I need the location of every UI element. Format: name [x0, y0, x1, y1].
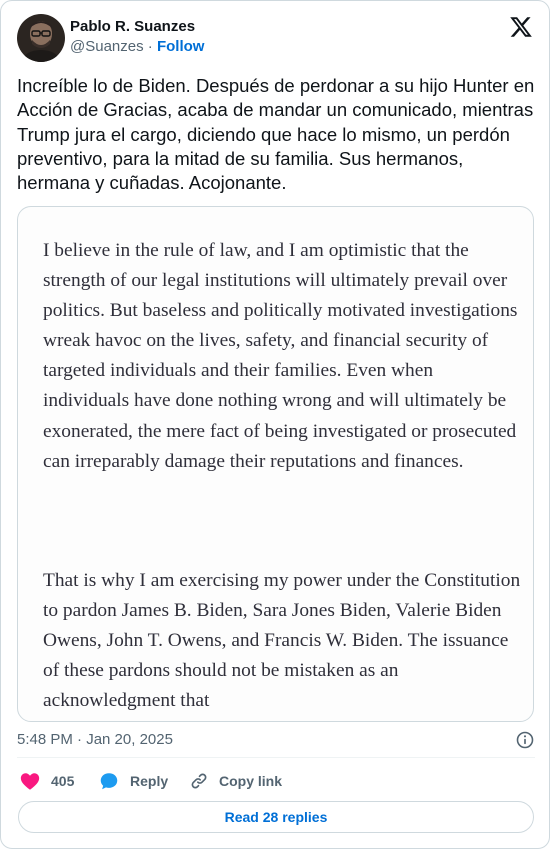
tweet-text: Increíble lo de Biden. Después de perdonar a su hijo Hunter en Acción de Gracias, acaba de mandar un comunicado, mientras Trump jura el cargo, diciendo que hace lo mismo, un perdón preventivo, para la mitad de su familia. Sus hermanos, hermana y cuñadas. Acojonante.	[17, 75, 535, 194]
reply-button[interactable]	[98, 769, 168, 793]
handle-separator: ·	[147, 38, 153, 55]
author-handle-row	[70, 37, 204, 57]
tweet-meta	[17, 730, 535, 750]
reply-label: Reply	[130, 773, 169, 789]
x-logo-icon[interactable]	[509, 15, 533, 39]
tweet-header	[17, 13, 535, 63]
speech-bubble-icon	[98, 770, 120, 792]
heart-icon	[19, 770, 41, 792]
author-display-name[interactable]: Pablo R. Suanzes	[70, 18, 196, 35]
tweet-media-image[interactable]	[17, 206, 534, 722]
copy-link-label: Copy link	[219, 773, 283, 789]
avatar[interactable]	[17, 14, 65, 62]
tweet-actions	[17, 769, 535, 793]
read-replies-button[interactable]: Read 28 replies	[18, 801, 534, 833]
statement-paragraph-2: That is why I am exercising my power under the Constitution to pardon James B. Biden, Sara Jones Biden, Valerie Biden Owens, John T. Owens, and Francis W. Biden. The issuance of these pardons should not be mistaken as an acknowledgment that	[43, 570, 521, 712]
author-info	[70, 17, 204, 57]
like-count: 405	[51, 773, 75, 789]
follow-button[interactable]: Follow	[156, 38, 205, 55]
copy-link-button[interactable]	[189, 769, 282, 793]
like-button[interactable]	[19, 769, 74, 793]
tweet-timestamp[interactable]: 5:48 PM · Jan 20, 2025	[17, 731, 173, 748]
info-icon[interactable]	[515, 730, 535, 750]
statement-paragraph-1: I believe in the rule of law, and I am optimistic that the strength of our legal institutions will ultimately prevail over politics. But baseless and politically motivated investigations wreak havoc on the lives, safety, and financial security of targeted individuals and their families. Even when individuals have done nothing wrong and will ultimately be exonerated, the mere fact of being investigated or prosecuted can irreparably damage their reputations and finances.	[43, 240, 518, 472]
author-handle[interactable]: @Suanzes	[70, 38, 144, 55]
divider	[17, 757, 535, 758]
link-icon	[189, 771, 209, 791]
